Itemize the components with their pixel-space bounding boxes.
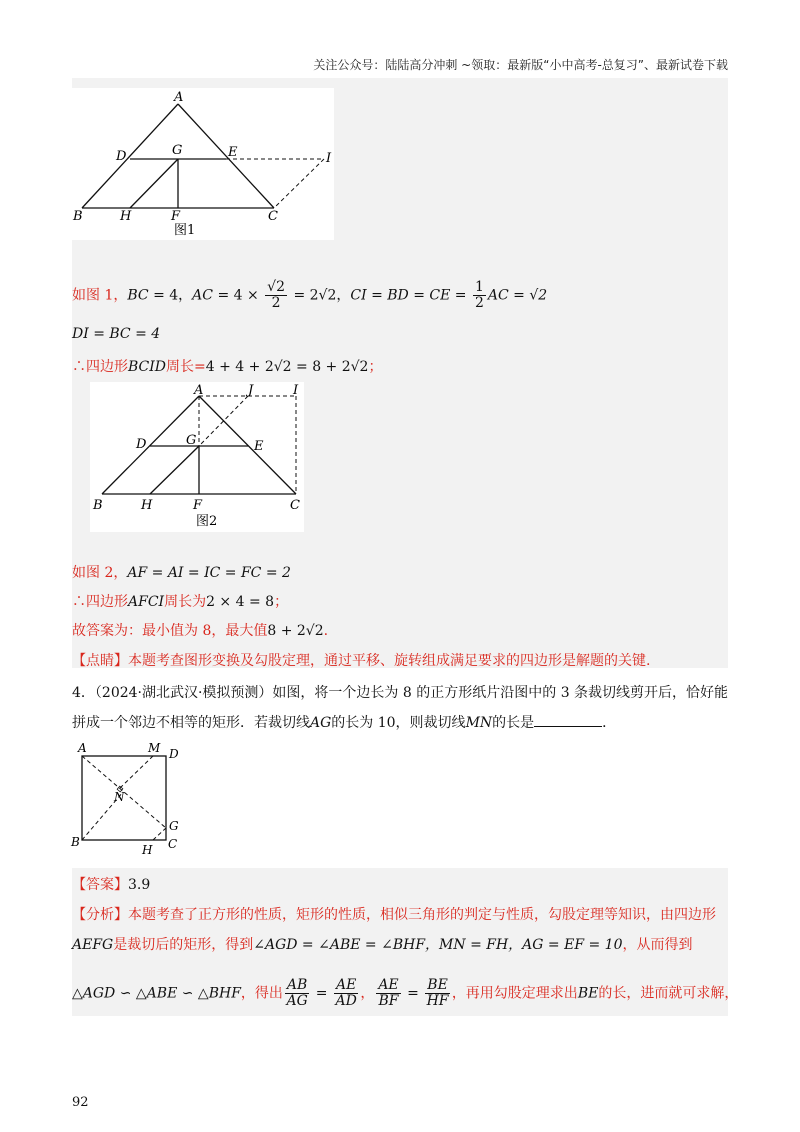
fraction-be-hf: $\frac{BE}{HF}$: [426, 977, 449, 1009]
fig2-label-g: G: [186, 433, 197, 448]
sol1-line1: 如图 1，BC = 4，AC = 4 × $\frac{√2}{2}$ = 2√2，CI = BD = CE = $\frac{1}{2}$ AC = √2: [72, 279, 548, 311]
page-header: 关注公众号：陆陆高分冲刺 ~领取：最新版“小中高考-总复习”、最新试卷下载: [313, 58, 728, 72]
q4-label-g: G: [169, 819, 179, 833]
figure-q4: [70, 740, 190, 858]
fig2-label-c: C: [290, 498, 300, 513]
fig1-label-h: H: [120, 209, 132, 224]
fig1-caption: 图1: [174, 223, 196, 238]
q4-label-m: M: [148, 741, 161, 755]
fig1-label-f: F: [171, 209, 181, 224]
answer-value: 3.9: [128, 877, 151, 893]
fig2-label-e: E: [254, 439, 264, 454]
fig2-caption: 图2: [196, 514, 218, 529]
q4-label-c: C: [168, 837, 178, 851]
page-number: 92: [72, 1095, 89, 1110]
sol2-line3: 故答案为：最小值为 8，最大值8 + 2√2.: [72, 623, 329, 639]
fig2-label-b: B: [93, 498, 103, 513]
q4-label-a: A: [78, 741, 87, 755]
fig1-label-i: I: [326, 151, 332, 166]
fraction-ae-ad: $\frac{AE}{AD}$: [335, 977, 357, 1009]
answer-line: [72, 874, 150, 894]
figure-1: [72, 88, 334, 240]
fig1-label-e: E: [228, 145, 238, 160]
q4-label-b: B: [71, 835, 80, 849]
q4-line2: 拼成一个邻边不相等的矩形．若裁切线AG的长为 10，则裁切线MN的长是 ．: [72, 715, 617, 731]
fig1-label-d: D: [116, 149, 127, 164]
fig1-label-c: C: [268, 209, 278, 224]
sol2-line1: 如图 2，AF = AI = IC = FC = 2: [72, 565, 291, 581]
fig1-label-g: G: [172, 143, 183, 158]
answer-blank: [534, 714, 602, 727]
q4-line1: 4．（2024·湖北武汉·模拟预测）如图，将一个边长为 8 的正方形纸片沿图中的 3 条裁切线剪开后，恰好能: [72, 685, 729, 701]
sol2-line2: ∴四边形AFCI周长为2 × 4 = 8；: [72, 594, 289, 610]
q4-label-h: H: [142, 843, 153, 857]
fraction-sqrt2-over-2: $\frac{√2}{2}$: [267, 279, 285, 311]
fig2-label-d: D: [136, 437, 147, 452]
figure-2: [90, 382, 304, 532]
sol1-line3: ∴四边形BCID周长=4 + 4 + 2√2 = 8 + 2√2；: [72, 359, 383, 375]
answer-tag: 【答案】: [72, 877, 128, 893]
fraction-one-half: $\frac{1}{2}$: [474, 279, 484, 311]
fraction-ab-ag: $\frac{AB}{AG}$: [286, 977, 308, 1009]
fraction-ae-bf: $\frac{AE}{BF}$: [378, 977, 399, 1009]
fig2-label-a: A: [194, 383, 204, 398]
sol1-line2: DI = BC = 4: [72, 326, 161, 342]
fig2-label-j: J: [248, 383, 254, 398]
note-line: 【点睛】本题考查图形变换及勾股定理，通过平移、旋转组成满足要求的四边形是解题的关键.: [72, 653, 651, 669]
analysis-line2: AEFG是裁切后的矩形，得到∠AGD = ∠ABE = ∠BHF，MN = FH，AG = EF = 10，从而得到: [72, 937, 693, 953]
fig2-label-h: H: [141, 498, 153, 513]
analysis-line3: △AGD ∽ △ABE ∽ △BHF，得出 $\frac{AB}{AG}$ = $\frac{AE}{AD}$ ， $\frac{AE}{BF}$ = $\frac{BE}{HF}$ ，再用勾股定理求出BE的长，进而就可求解，: [72, 977, 739, 1009]
fig2-label-f: F: [193, 498, 203, 513]
fig2-label-i: I: [293, 383, 299, 398]
analysis-tag: 【分析】: [72, 907, 128, 923]
q4-label-n: N: [114, 790, 125, 804]
note-tag: 【点睛】: [72, 653, 128, 669]
analysis-line1: 【分析】本题考查了正方形的性质，矩形的性质，相似三角形的判定与性质，勾股定理等知识，由四边形: [72, 907, 716, 923]
q4-label-d: D: [169, 747, 179, 761]
fig1-label-b: B: [73, 209, 83, 224]
fig1-label-a: A: [174, 90, 184, 105]
